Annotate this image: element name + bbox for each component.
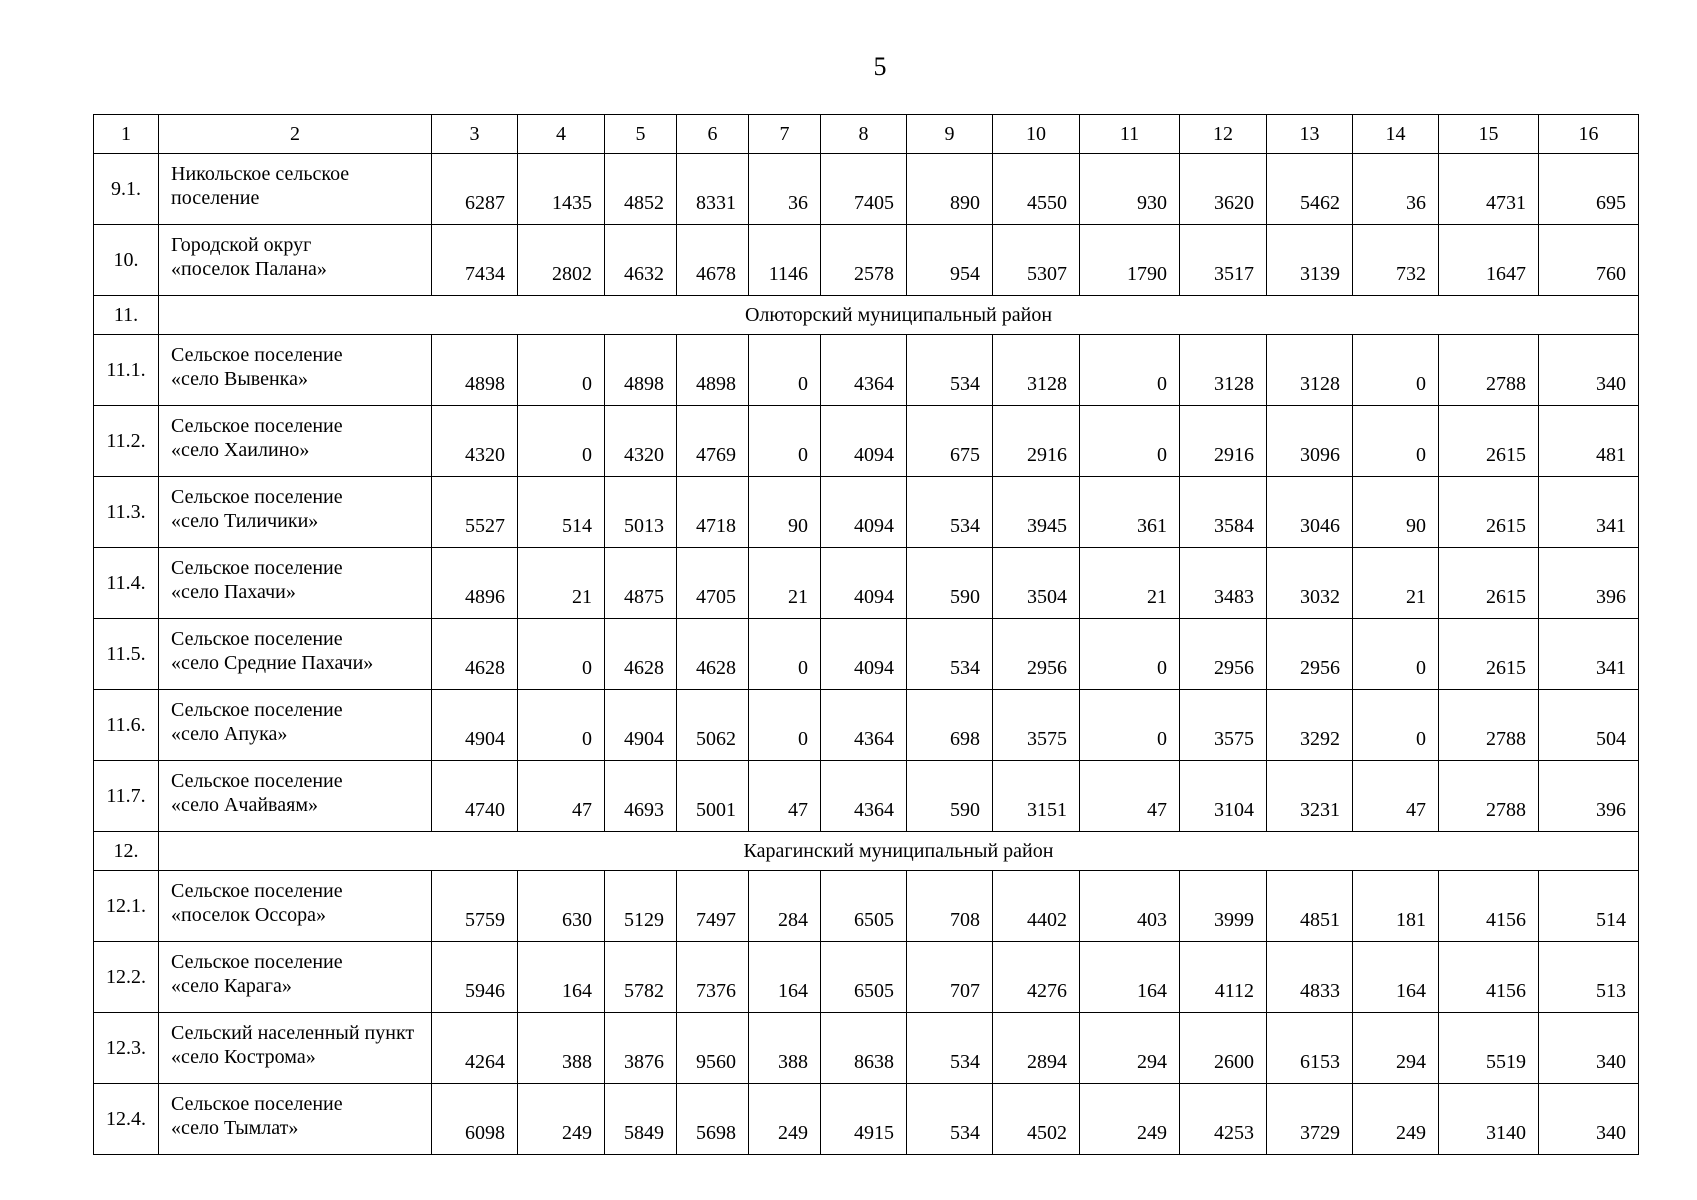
settlement-name	[159, 942, 432, 1013]
cell-col-13: 5462	[1267, 154, 1353, 225]
cell-col-10: 3575	[993, 690, 1080, 761]
cell-col-11: 0	[1080, 335, 1180, 406]
row-number: 10.	[94, 225, 159, 296]
column-header-12: 12	[1180, 115, 1267, 154]
cell-col-3: 4904	[432, 690, 518, 761]
settlement-name	[159, 335, 432, 406]
cell-col-15: 1647	[1439, 225, 1539, 296]
cell-col-3: 5527	[432, 477, 518, 548]
cell-col-7: 36	[749, 154, 821, 225]
column-header-14: 14	[1353, 115, 1439, 154]
cell-col-16: 504	[1539, 690, 1639, 761]
settlement-name	[159, 154, 432, 225]
cell-col-9: 534	[907, 1084, 993, 1155]
cell-col-3: 6098	[432, 1084, 518, 1155]
table-row	[94, 690, 1639, 761]
cell-col-16: 513	[1539, 942, 1639, 1013]
cell-col-10: 3151	[993, 761, 1080, 832]
cell-col-4: 1435	[518, 154, 605, 225]
cell-col-5: 4320	[605, 406, 677, 477]
settlement-name	[159, 406, 432, 477]
cell-col-4: 164	[518, 942, 605, 1013]
column-header-13: 13	[1267, 115, 1353, 154]
settlement-name-line: Сельское поселение	[171, 557, 343, 579]
cell-col-11: 164	[1080, 942, 1180, 1013]
column-header-4: 4	[518, 115, 605, 154]
cell-col-15: 2615	[1439, 406, 1539, 477]
table-row	[94, 335, 1639, 406]
cell-col-11: 0	[1080, 619, 1180, 690]
cell-col-10: 4402	[993, 871, 1080, 942]
settlement-name-line: «село Средние Пахачи»	[171, 652, 374, 674]
section-row	[94, 296, 1639, 335]
cell-col-16: 341	[1539, 619, 1639, 690]
cell-col-4: 630	[518, 871, 605, 942]
cell-col-8: 4094	[821, 406, 907, 477]
cell-col-5: 4693	[605, 761, 677, 832]
column-header-8: 8	[821, 115, 907, 154]
cell-col-11: 0	[1080, 690, 1180, 761]
cell-col-11: 1790	[1080, 225, 1180, 296]
cell-col-14: 0	[1353, 619, 1439, 690]
cell-col-6: 5062	[677, 690, 749, 761]
page-number: 5	[873, 52, 887, 81]
cell-col-9: 590	[907, 548, 993, 619]
section-row	[94, 832, 1639, 871]
settlement-name-line: Сельское поселение	[171, 770, 343, 792]
row-number: 9.1.	[94, 154, 159, 225]
settlement-name-line: «село Кострома»	[171, 1046, 316, 1068]
table-row	[94, 871, 1639, 942]
cell-col-9: 708	[907, 871, 993, 942]
row-number: 11.6.	[94, 690, 159, 761]
cell-col-15: 2615	[1439, 477, 1539, 548]
cell-col-5: 4875	[605, 548, 677, 619]
cell-col-15: 2788	[1439, 761, 1539, 832]
cell-col-15: 2788	[1439, 335, 1539, 406]
cell-col-14: 36	[1353, 154, 1439, 225]
cell-col-5: 5013	[605, 477, 677, 548]
settlement-name-line: Сельское поселение	[171, 880, 343, 902]
cell-col-7: 164	[749, 942, 821, 1013]
settlement-name-line: «поселок Палана»	[171, 258, 327, 280]
cell-col-14: 732	[1353, 225, 1439, 296]
cell-col-4: 0	[518, 335, 605, 406]
cell-col-9: 534	[907, 619, 993, 690]
cell-col-5: 4898	[605, 335, 677, 406]
cell-col-16: 760	[1539, 225, 1639, 296]
cell-col-15: 4731	[1439, 154, 1539, 225]
settlement-name	[159, 871, 432, 942]
cell-col-15: 2788	[1439, 690, 1539, 761]
cell-col-8: 2578	[821, 225, 907, 296]
cell-col-6: 5698	[677, 1084, 749, 1155]
cell-col-14: 0	[1353, 406, 1439, 477]
table-row	[94, 477, 1639, 548]
settlement-name-line: Сельское поселение	[171, 699, 343, 721]
cell-col-6: 4678	[677, 225, 749, 296]
cell-col-9: 675	[907, 406, 993, 477]
column-header-row	[94, 115, 1639, 154]
column-header-10: 10	[993, 115, 1080, 154]
settlement-name-line: поселение	[171, 187, 260, 209]
cell-col-16: 396	[1539, 761, 1639, 832]
cell-col-10: 4276	[993, 942, 1080, 1013]
settlement-name	[159, 690, 432, 761]
column-header-15: 15	[1439, 115, 1539, 154]
settlement-name-line: «село Ачайваям»	[171, 794, 318, 816]
column-header-3: 3	[432, 115, 518, 154]
settlement-name	[159, 761, 432, 832]
settlement-name-line: Никольское сельское	[171, 163, 350, 185]
row-number: 11.4.	[94, 548, 159, 619]
cell-col-6: 4628	[677, 619, 749, 690]
settlement-name-line: «село Хаилино»	[171, 439, 310, 461]
cell-col-7: 90	[749, 477, 821, 548]
cell-col-7: 0	[749, 406, 821, 477]
cell-col-8: 4364	[821, 690, 907, 761]
cell-col-8: 4094	[821, 619, 907, 690]
cell-col-9: 890	[907, 154, 993, 225]
cell-col-16: 481	[1539, 406, 1639, 477]
cell-col-15: 2615	[1439, 619, 1539, 690]
cell-col-14: 47	[1353, 761, 1439, 832]
cell-col-7: 47	[749, 761, 821, 832]
cell-col-13: 3096	[1267, 406, 1353, 477]
settlement-name-line: Сельское поселение	[171, 1093, 343, 1115]
cell-col-8: 4364	[821, 761, 907, 832]
row-number: 11.1.	[94, 335, 159, 406]
table-row	[94, 942, 1639, 1013]
data-table	[93, 114, 1639, 1155]
cell-col-7: 388	[749, 1013, 821, 1084]
cell-col-11: 47	[1080, 761, 1180, 832]
cell-col-15: 5519	[1439, 1013, 1539, 1084]
cell-col-10: 2956	[993, 619, 1080, 690]
column-header-16: 16	[1539, 115, 1639, 154]
cell-col-6: 8331	[677, 154, 749, 225]
cell-col-14: 0	[1353, 335, 1439, 406]
column-header-2: 2	[159, 115, 432, 154]
cell-col-7: 249	[749, 1084, 821, 1155]
cell-col-6: 9560	[677, 1013, 749, 1084]
column-header-1: 1	[94, 115, 159, 154]
cell-col-8: 4094	[821, 477, 907, 548]
row-number: 11.	[94, 296, 159, 335]
cell-col-13: 3729	[1267, 1084, 1353, 1155]
cell-col-15: 4156	[1439, 871, 1539, 942]
cell-col-16: 340	[1539, 1013, 1639, 1084]
cell-col-12: 2956	[1180, 619, 1267, 690]
cell-col-4: 47	[518, 761, 605, 832]
cell-col-3: 5759	[432, 871, 518, 942]
cell-col-11: 361	[1080, 477, 1180, 548]
settlement-name-line: Городской округ	[171, 234, 312, 256]
cell-col-13: 4851	[1267, 871, 1353, 942]
cell-col-7: 0	[749, 690, 821, 761]
cell-col-13: 2956	[1267, 619, 1353, 690]
cell-col-3: 4896	[432, 548, 518, 619]
cell-col-16: 695	[1539, 154, 1639, 225]
cell-col-6: 4769	[677, 406, 749, 477]
cell-col-12: 2916	[1180, 406, 1267, 477]
settlement-name-line: Сельское поселение	[171, 628, 343, 650]
cell-col-7: 0	[749, 335, 821, 406]
cell-col-3: 4264	[432, 1013, 518, 1084]
cell-col-16: 340	[1539, 335, 1639, 406]
row-number: 12.4.	[94, 1084, 159, 1155]
cell-col-12: 3128	[1180, 335, 1267, 406]
settlement-name-line: Сельское поселение	[171, 486, 343, 508]
cell-col-6: 7497	[677, 871, 749, 942]
cell-col-3: 4740	[432, 761, 518, 832]
cell-col-8: 4364	[821, 335, 907, 406]
settlement-name	[159, 225, 432, 296]
cell-col-7: 0	[749, 619, 821, 690]
cell-col-15: 4156	[1439, 942, 1539, 1013]
cell-col-3: 4320	[432, 406, 518, 477]
settlement-name	[159, 548, 432, 619]
cell-col-8: 8638	[821, 1013, 907, 1084]
cell-col-14: 181	[1353, 871, 1439, 942]
column-header-9: 9	[907, 115, 993, 154]
cell-col-14: 90	[1353, 477, 1439, 548]
cell-col-12: 3104	[1180, 761, 1267, 832]
settlement-name-line: «село Тымлат»	[171, 1117, 299, 1139]
cell-col-4: 0	[518, 406, 605, 477]
cell-col-4: 2802	[518, 225, 605, 296]
column-header-5: 5	[605, 115, 677, 154]
cell-col-9: 698	[907, 690, 993, 761]
cell-col-7: 284	[749, 871, 821, 942]
settlement-name	[159, 477, 432, 548]
cell-col-10: 3128	[993, 335, 1080, 406]
settlement-name-line: «село Апука»	[171, 723, 288, 745]
column-header-7: 7	[749, 115, 821, 154]
cell-col-6: 4898	[677, 335, 749, 406]
cell-col-3: 4898	[432, 335, 518, 406]
column-header-11: 11	[1080, 115, 1180, 154]
row-number: 11.7.	[94, 761, 159, 832]
cell-col-8: 7405	[821, 154, 907, 225]
cell-col-5: 5849	[605, 1084, 677, 1155]
row-number: 11.3.	[94, 477, 159, 548]
cell-col-8: 6505	[821, 871, 907, 942]
cell-col-3: 6287	[432, 154, 518, 225]
cell-col-16: 514	[1539, 871, 1639, 942]
settlement-name-line: «поселок Оссора»	[171, 904, 326, 926]
cell-col-13: 3032	[1267, 548, 1353, 619]
table-row	[94, 619, 1639, 690]
cell-col-12: 3584	[1180, 477, 1267, 548]
settlement-name	[159, 619, 432, 690]
table-row	[94, 225, 1639, 296]
cell-col-13: 6153	[1267, 1013, 1353, 1084]
cell-col-10: 4550	[993, 154, 1080, 225]
cell-col-10: 3945	[993, 477, 1080, 548]
cell-col-12: 3999	[1180, 871, 1267, 942]
cell-col-10: 2916	[993, 406, 1080, 477]
row-number: 12.2.	[94, 942, 159, 1013]
cell-col-14: 249	[1353, 1084, 1439, 1155]
cell-col-14: 0	[1353, 690, 1439, 761]
cell-col-9: 954	[907, 225, 993, 296]
cell-col-13: 3292	[1267, 690, 1353, 761]
cell-col-13: 3128	[1267, 335, 1353, 406]
row-number: 12.3.	[94, 1013, 159, 1084]
row-number: 11.5.	[94, 619, 159, 690]
cell-col-10: 3504	[993, 548, 1080, 619]
row-number: 11.2.	[94, 406, 159, 477]
cell-col-16: 396	[1539, 548, 1639, 619]
cell-col-11: 294	[1080, 1013, 1180, 1084]
cell-col-11: 930	[1080, 154, 1180, 225]
settlement-name	[159, 1013, 432, 1084]
table-row	[94, 761, 1639, 832]
cell-col-10: 2894	[993, 1013, 1080, 1084]
table-row	[94, 548, 1639, 619]
table-row	[94, 154, 1639, 225]
cell-col-12: 2600	[1180, 1013, 1267, 1084]
cell-col-9: 534	[907, 1013, 993, 1084]
cell-col-8: 6505	[821, 942, 907, 1013]
cell-col-6: 7376	[677, 942, 749, 1013]
cell-col-3: 5946	[432, 942, 518, 1013]
cell-col-5: 4628	[605, 619, 677, 690]
section-title: Карагинский муниципальный район	[159, 832, 1639, 871]
settlement-name-line: Сельское поселение	[171, 344, 343, 366]
settlement-name-line: Сельское поселение	[171, 415, 343, 437]
table-row	[94, 1084, 1639, 1155]
cell-col-5: 5129	[605, 871, 677, 942]
cell-col-12: 3517	[1180, 225, 1267, 296]
cell-col-11: 249	[1080, 1084, 1180, 1155]
cell-col-13: 3046	[1267, 477, 1353, 548]
cell-col-14: 164	[1353, 942, 1439, 1013]
settlement-name-line: Сельский населенный пункт	[171, 1022, 415, 1044]
cell-col-7: 1146	[749, 225, 821, 296]
cell-col-12: 4112	[1180, 942, 1267, 1013]
settlement-name-line: «село Вывенка»	[171, 368, 308, 390]
settlement-name-line: «село Пахачи»	[171, 581, 296, 603]
cell-col-9: 707	[907, 942, 993, 1013]
column-header-6: 6	[677, 115, 749, 154]
cell-col-9: 590	[907, 761, 993, 832]
cell-col-10: 5307	[993, 225, 1080, 296]
cell-col-8: 4094	[821, 548, 907, 619]
row-number: 12.	[94, 832, 159, 871]
cell-col-13: 3139	[1267, 225, 1353, 296]
cell-col-14: 21	[1353, 548, 1439, 619]
cell-col-11: 21	[1080, 548, 1180, 619]
settlement-name	[159, 1084, 432, 1155]
cell-col-4: 0	[518, 690, 605, 761]
cell-col-4: 388	[518, 1013, 605, 1084]
row-number: 12.1.	[94, 871, 159, 942]
cell-col-16: 340	[1539, 1084, 1639, 1155]
cell-col-5: 5782	[605, 942, 677, 1013]
settlement-name-line: «село Карага»	[171, 975, 292, 997]
cell-col-12: 4253	[1180, 1084, 1267, 1155]
cell-col-9: 534	[907, 335, 993, 406]
settlement-name-line: Сельское поселение	[171, 951, 343, 973]
cell-col-12: 3620	[1180, 154, 1267, 225]
cell-col-7: 21	[749, 548, 821, 619]
cell-col-4: 21	[518, 548, 605, 619]
cell-col-4: 249	[518, 1084, 605, 1155]
cell-col-13: 4833	[1267, 942, 1353, 1013]
cell-col-4: 0	[518, 619, 605, 690]
cell-col-5: 4852	[605, 154, 677, 225]
cell-col-3: 4628	[432, 619, 518, 690]
cell-col-5: 4632	[605, 225, 677, 296]
cell-col-5: 3876	[605, 1013, 677, 1084]
cell-col-13: 3231	[1267, 761, 1353, 832]
cell-col-15: 3140	[1439, 1084, 1539, 1155]
cell-col-3: 7434	[432, 225, 518, 296]
cell-col-4: 514	[518, 477, 605, 548]
cell-col-6: 5001	[677, 761, 749, 832]
section-title: Олюторский муниципальный район	[159, 296, 1639, 335]
table-row	[94, 406, 1639, 477]
cell-col-10: 4502	[993, 1084, 1080, 1155]
settlement-name-line: «село Тиличики»	[171, 510, 319, 532]
cell-col-12: 3575	[1180, 690, 1267, 761]
table-row	[94, 1013, 1639, 1084]
cell-col-14: 294	[1353, 1013, 1439, 1084]
cell-col-6: 4718	[677, 477, 749, 548]
cell-col-16: 341	[1539, 477, 1639, 548]
cell-col-9: 534	[907, 477, 993, 548]
cell-col-8: 4915	[821, 1084, 907, 1155]
cell-col-5: 4904	[605, 690, 677, 761]
cell-col-12: 3483	[1180, 548, 1267, 619]
cell-col-6: 4705	[677, 548, 749, 619]
cell-col-15: 2615	[1439, 548, 1539, 619]
cell-col-11: 403	[1080, 871, 1180, 942]
cell-col-11: 0	[1080, 406, 1180, 477]
